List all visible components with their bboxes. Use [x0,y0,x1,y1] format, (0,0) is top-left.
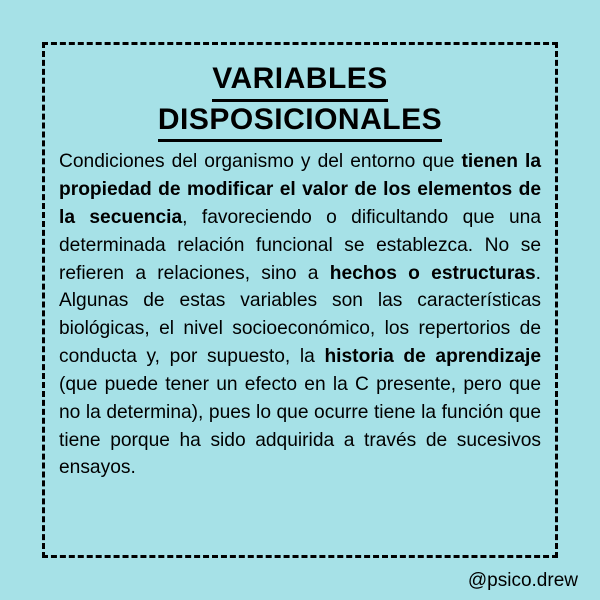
page-title [59,61,541,142]
body-segment-emphasis: tienen la propiedad de modificar el valor de los elementos de la secuencia [59,151,541,228]
body-segment: Condiciones del organismo y del entorno que [59,151,462,173]
title-line-1-wrap [59,61,541,102]
title-line-2-wrap [59,102,541,143]
dashed-border-frame [42,42,558,558]
body-segment: , favoreciendo o dificultando que una determinada relación funcional se establezca. No se refieren a relaciones, sino a [59,206,541,284]
body-paragraph [59,148,541,482]
title-line-1: VARIABLES [212,61,388,102]
body-segment-emphasis: hechos o estructuras [329,262,536,284]
author-handle: @psico.drew [467,570,578,591]
title-line-2: DISPOSICIONALES [158,102,442,143]
body-segment: (que puede tener un efecto en la C presente, pero que no la determina), pues lo que ocurre tiene la función que tiene porque ha sido adquirida a través de sucesivos ensayos. [59,373,541,479]
body-segment-emphasis: historia de aprendizaje [324,346,541,368]
body-segment: . Algunas de estas variables son las características biológicas, el nivel socioeconómico, los repertorios de conducta y, por supuesto, la [59,262,541,368]
